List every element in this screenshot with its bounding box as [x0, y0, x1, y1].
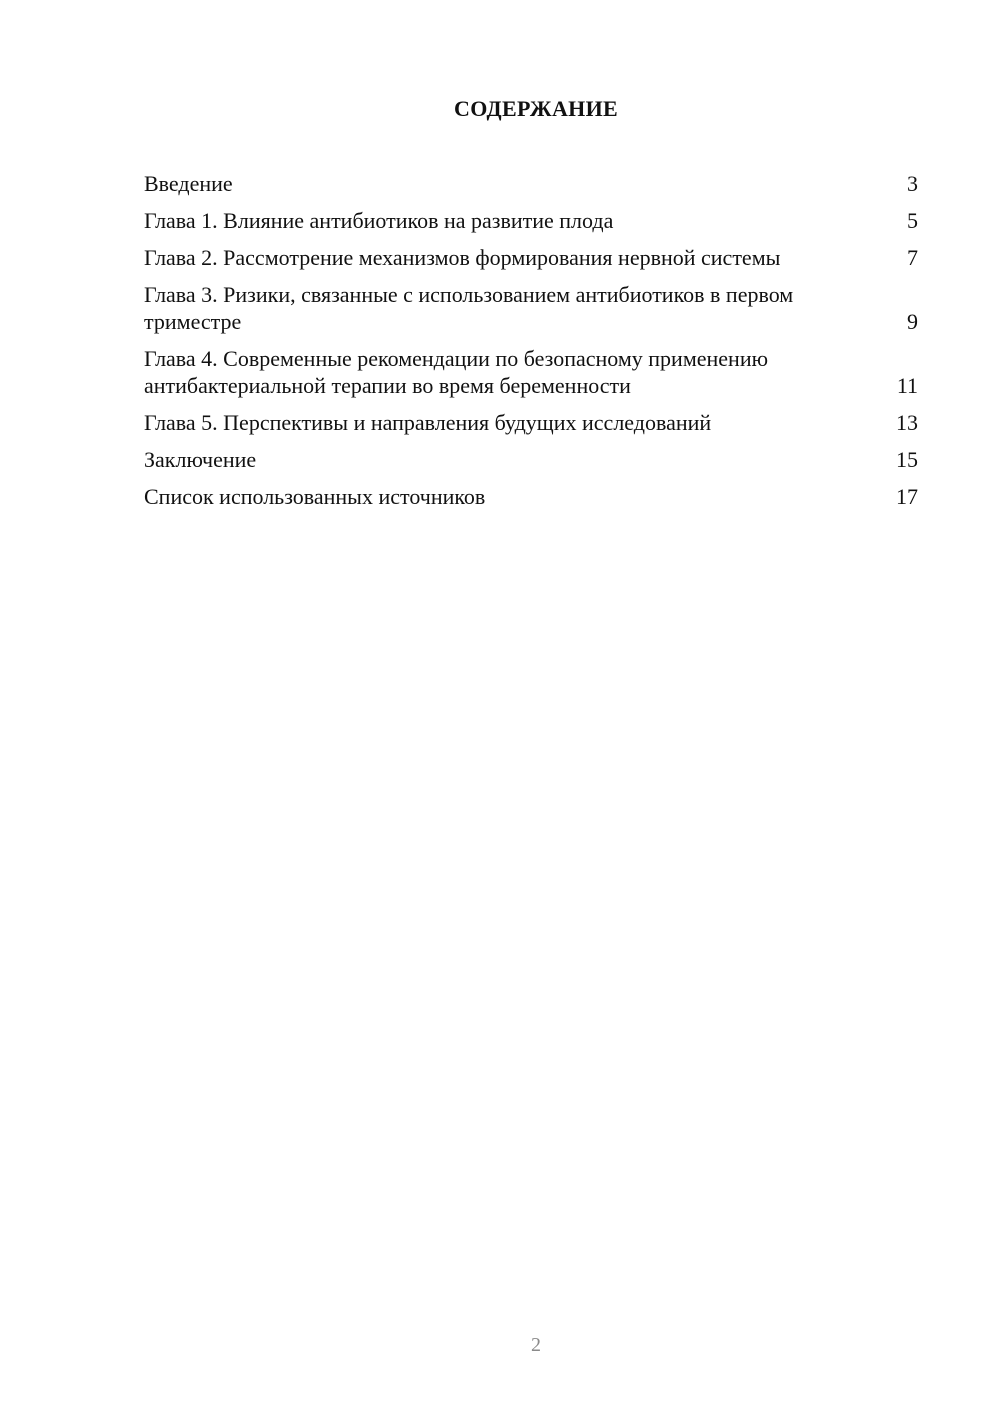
toc-item-page: 17: [896, 484, 918, 509]
toc-item-text: Глава 1. Влияние антибиотиков на развитие плода: [144, 208, 614, 233]
toc-item-chapter-4: [144, 345, 918, 399]
toc-item-text: Список использованных источников: [144, 484, 486, 509]
toc-item-text: Глава 2. Рассмотрение механизмов формирования нервной системы: [144, 245, 781, 270]
toc-item-chapter-5: [144, 409, 918, 436]
toc-item-text: Глава 4. Современные рекомендации по безопасному применению антибактериальной терапии во время беременности: [144, 346, 769, 398]
toc-item-chapter-1: [144, 207, 918, 234]
toc-item-page: 3: [907, 171, 918, 196]
toc-item-text: Введение: [144, 171, 233, 196]
toc-item-chapter-3: [144, 281, 918, 335]
page-number: 2: [531, 1334, 541, 1356]
toc-item-references: [144, 483, 918, 510]
toc-item-introduction: [144, 170, 918, 197]
toc-item-page: 9: [907, 309, 918, 334]
table-of-contents: [144, 170, 918, 520]
toc-item-text: Глава 3. Ризики, связанные с использованием антибиотиков в первом триместре: [144, 282, 794, 334]
toc-item-chapter-2: [144, 244, 918, 271]
toc-item-conclusion: [144, 446, 918, 473]
toc-item-page: 7: [907, 245, 918, 270]
toc-item-page: 13: [896, 410, 918, 435]
toc-item-page: 11: [896, 373, 918, 398]
toc-item-text: Глава 5. Перспективы и направления будущих исследований: [144, 410, 712, 435]
toc-item-page: 5: [907, 208, 918, 233]
toc-title: СОДЕРЖАНИЕ: [454, 96, 618, 121]
toc-item-text: Заключение: [144, 447, 257, 472]
toc-item-page: 15: [896, 447, 918, 472]
